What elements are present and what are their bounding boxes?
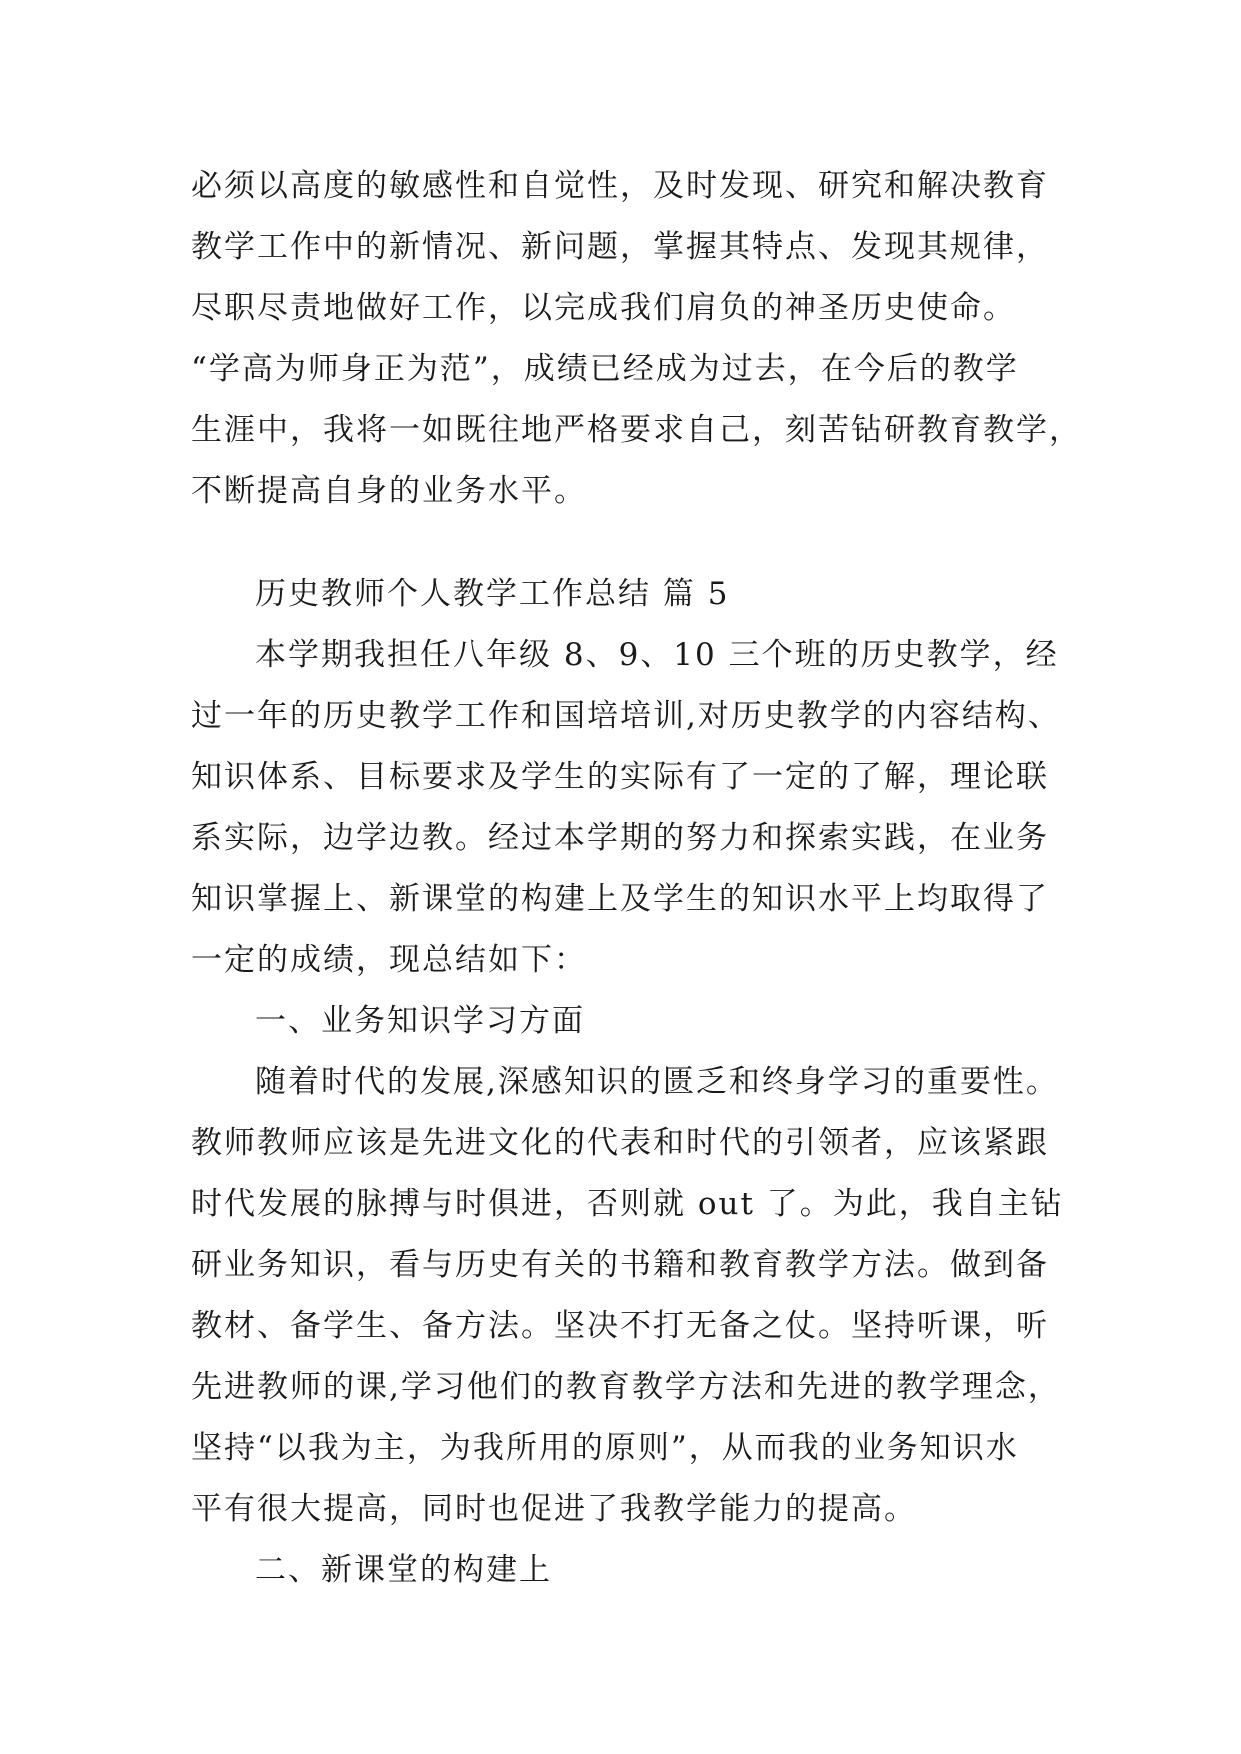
intro-line: 过一年的历史教学工作和国培培训,对历史教学的内容结构、 (191, 698, 1061, 734)
heading-business-knowledge: 一、业务知识学习方面 (255, 1003, 585, 1039)
intro-line: 本学期我担任八年级 8、9、10 三个班的历史教学，经 (255, 637, 1059, 673)
heading-new-classroom: 二、新课堂的构建上 (255, 1552, 552, 1588)
body-line: 教师教师应该是先进文化的代表和时代的引领者，应该紧跟 (191, 1125, 1049, 1161)
intro-line: 知识掌握上、新课堂的构建上及学生的知识水平上均取得了 (191, 881, 1049, 917)
paragraph-line: 尽职尽责地做好工作，以完成我们肩负的神圣历史使命。 (191, 290, 1016, 326)
intro-line: 知识体系、目标要求及学生的实际有了一定的了解，理论联 (191, 759, 1049, 795)
body-line: 时代发展的脉搏与时俱进，否则就 out 了。为此，我自主钻 (191, 1186, 1064, 1222)
body-line: 先进教师的课,学习他们的教育教学方法和先进的教学理念， (191, 1369, 1061, 1405)
intro-line: 系实际，边学边教。经过本学期的努力和探索实践，在业务 (191, 820, 1049, 856)
body-line: 教材、备学生、备方法。坚决不打无备之仗。坚持听课，听 (191, 1308, 1049, 1344)
paragraph-line: 不断提高自身的业务水平。 (191, 473, 587, 509)
section-summary (191, 564, 1071, 1601)
paragraph-line: “学高为师身正为范”，成绩已经成为过去，在今后的教学 (191, 351, 1019, 387)
section-title: 历史教师个人教学工作总结 篇 5 (255, 576, 730, 612)
top-paragraph (191, 156, 1082, 522)
body-line: 随着时代的发展,深感知识的匮乏和终身学习的重要性。 (255, 1064, 1059, 1100)
intro-line: 一定的成绩，现总结如下： (191, 942, 587, 978)
paragraph-line: 生涯中，我将一如既往地严格要求自己，刻苦钻研教育教学， (191, 412, 1082, 448)
paragraph-line: 必须以高度的敏感性和自觉性，及时发现、研究和解决教育 (191, 168, 1049, 204)
body-line: 平有很大提高，同时也促进了我教学能力的提高。 (191, 1491, 917, 1527)
paragraph-line: 教学工作中的新情况、新问题，掌握其特点、发现其规律， (191, 229, 1049, 265)
body-line: 研业务知识，看与历史有关的书籍和教育教学方法。做到备 (191, 1247, 1049, 1283)
body-line: 坚持“以我为主，为我所用的原则”，从而我的业务知识水 (191, 1430, 1019, 1466)
